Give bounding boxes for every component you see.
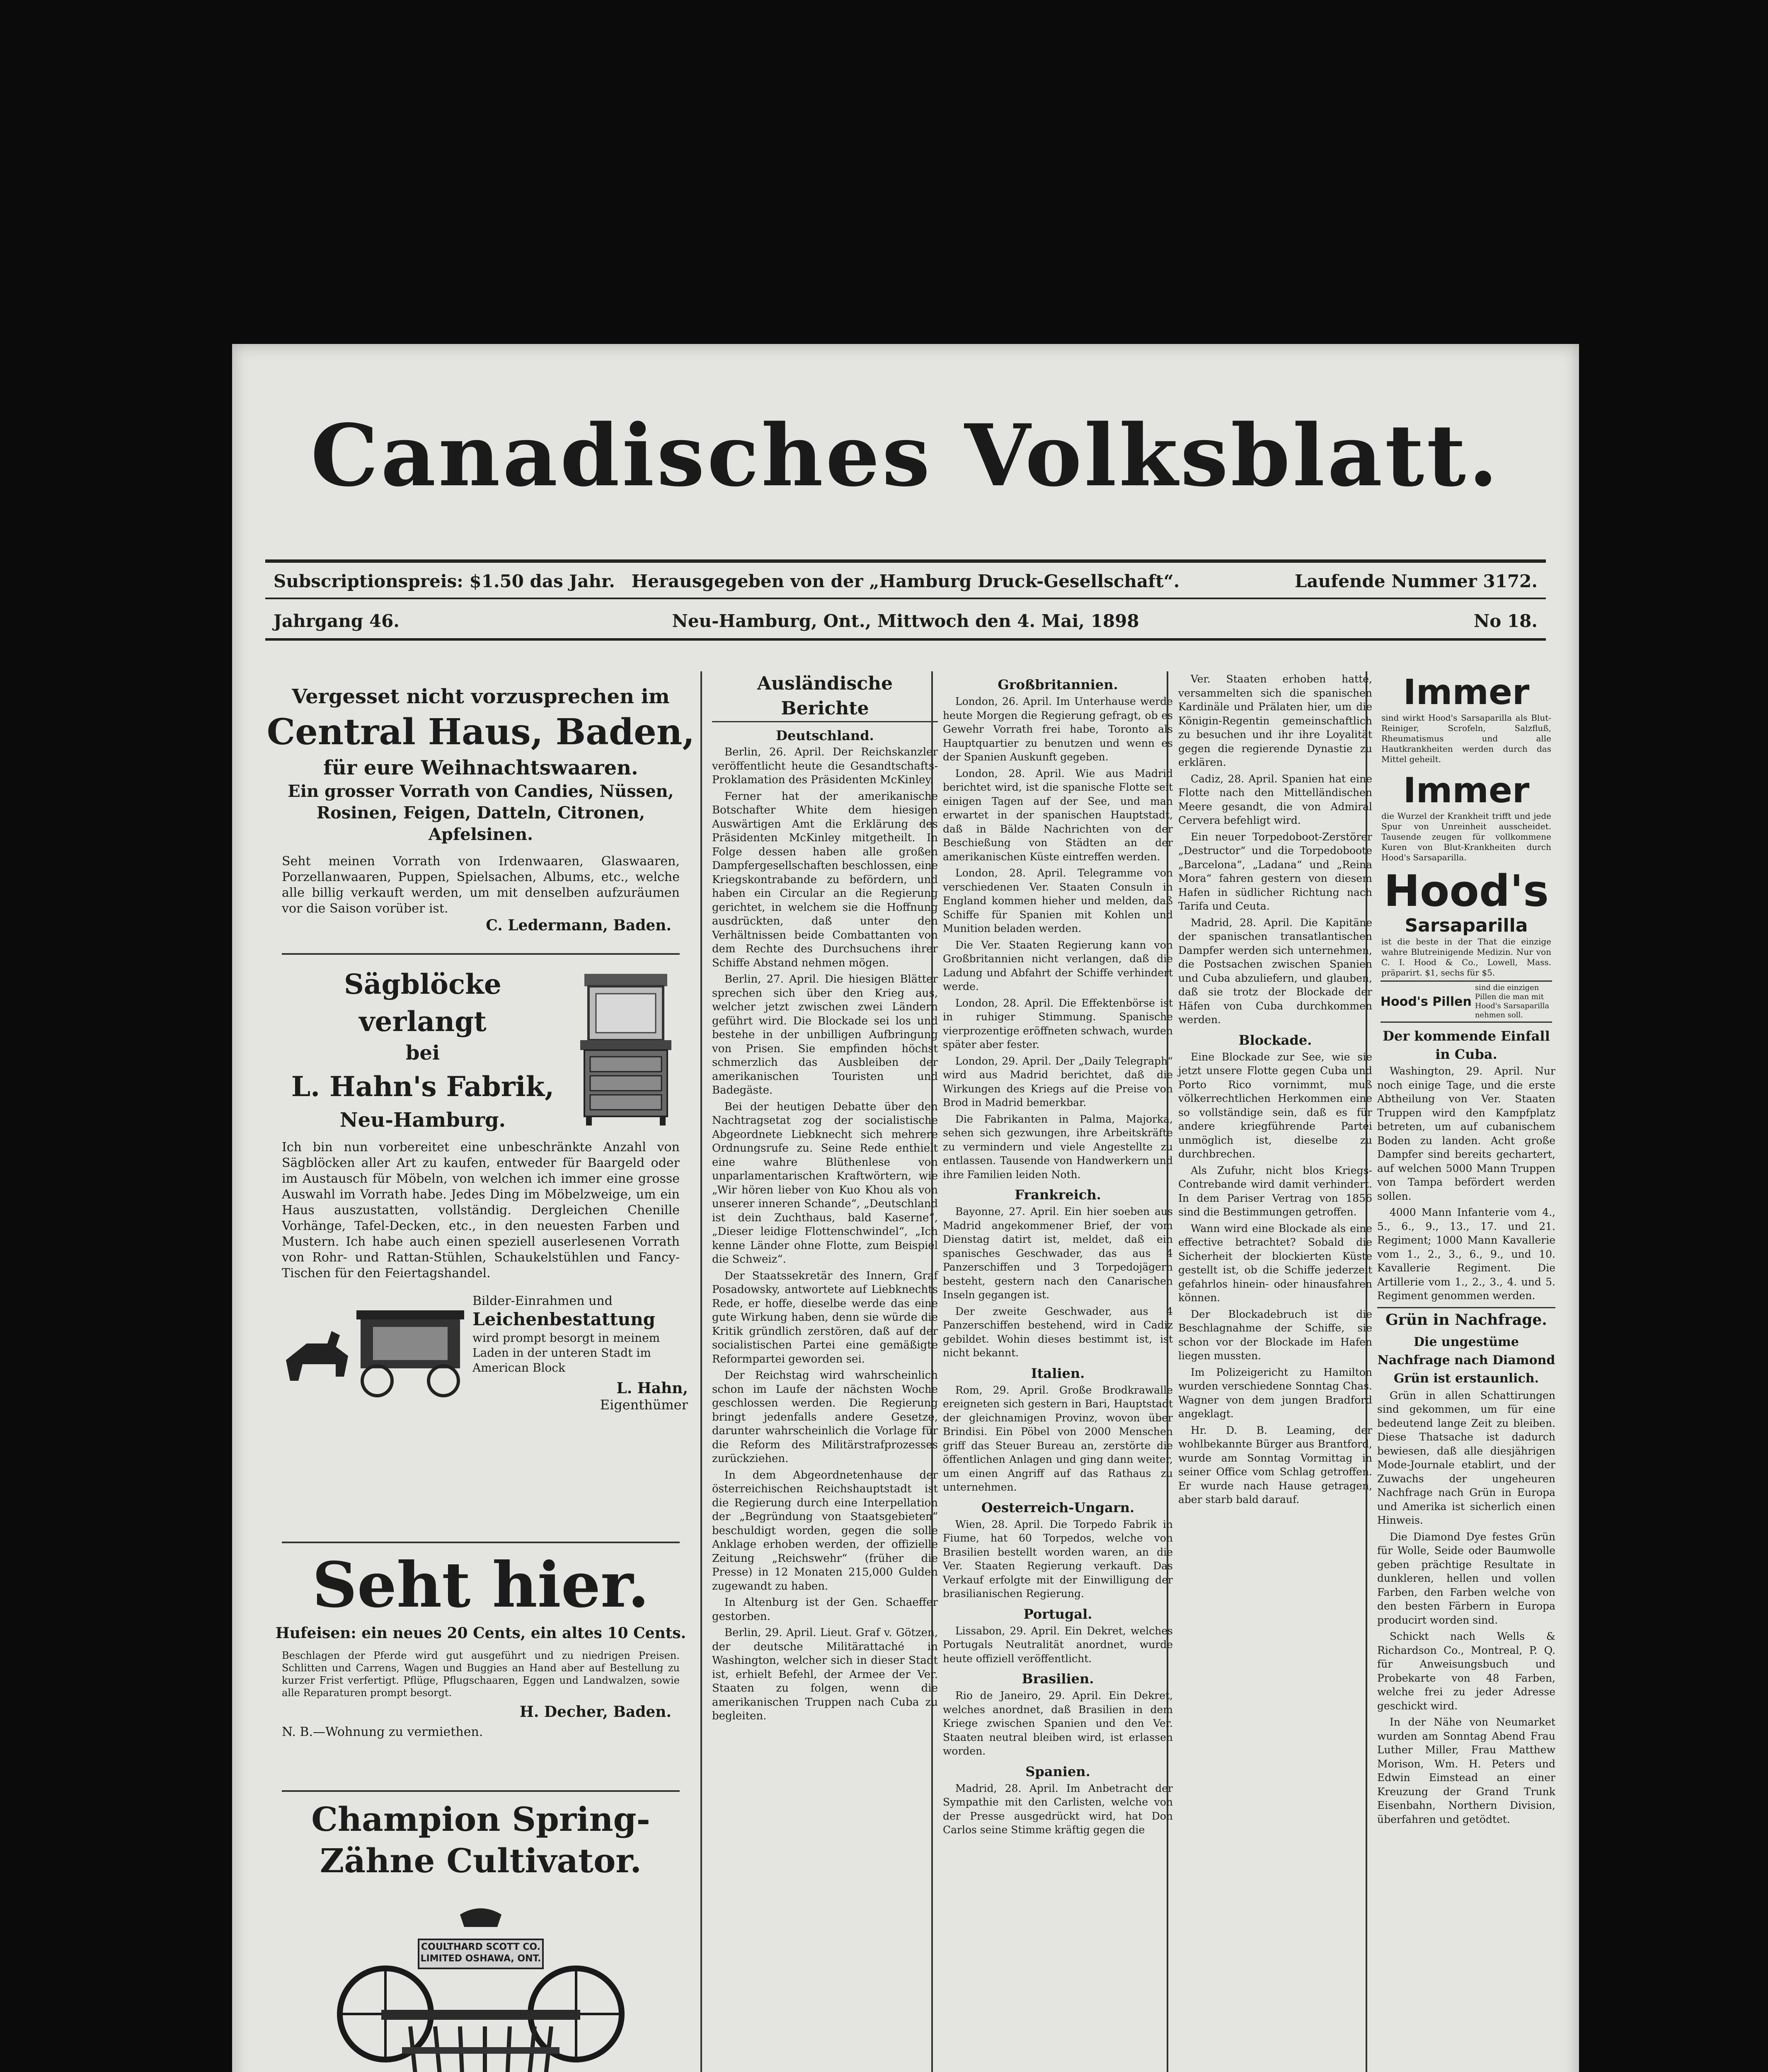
hoods-pills-box: [1380, 980, 1552, 1023]
dresser-illustration: [572, 970, 680, 1127]
decher-headline: Seht hier.: [312, 1549, 649, 1622]
news-paragraph: Der zweite Geschwader, aus 4 Panzerschiffen bestehend, wird in Cadiz gebildet. Wohin dieses bestimmt ist, ist nicht bekannt.: [943, 1305, 1173, 1359]
section-heading: Oesterreich-Ungarn.: [981, 1499, 1135, 1515]
decher-horseshoes: Hufeisen: ein neues 20 Cents, ein altes 10 Cents.: [275, 1624, 686, 1642]
news-paragraph: In Altenburg ist der Gen. Schaeffer gestorben.: [712, 1596, 938, 1623]
news-paragraph: Der Reichstag wird wahrscheinlich schon im Laufe der nächsten Woche geschlossen werden. Die Regierung bringt jedenfalls andere Gesetze, darunter wahrscheinlich die Vorlage für die Reform des Militärstrafprozesses zurückziehen.: [712, 1369, 938, 1465]
cultivator-illustration: [336, 1890, 626, 2072]
news-paragraph: Madrid, 28. April. Die Kapitäne der spanischen transatlantischen Dampfer werden sich unternehmen, die Postsachen zwischen Spanien und Cuba abzuliefern, und glauben, daß sie trotz der Blockade der Häfen von Cuba durchkommen werden.: [1178, 916, 1372, 1026]
foreign-news-column: [705, 671, 945, 2072]
news-paragraph: Cadiz, 28. April. Spanien hat eine Flotte nach den Mittelländischen Meere gesandt, die von Admiral Cervera befehligt wird.: [1178, 772, 1372, 826]
news-paragraph: Grün in allen Schattirungen sind gekommen, um für eine bedeutend lange Zeit zu bleiben. Diese Thatsache ist dadurch bewiesen, daß alle diesjährigen Mode-Journale etablirt, und der Zuwachs der ungeheuren Nachfrage nach Grün in Europa und Amerika ist sicherlich einen Hinweis.: [1377, 1389, 1555, 1526]
news-paragraph: Bei der heutigen Debatte über den Nachtragsetat zog der socialistische Abgeordnete Liebknecht sich mehrere Ordnungsrufe zu. Seine Rede enthielt eine wahre Blüthenlese von unparlamentarischen Kraftwörtern, wie „Wir hören lieber von Kuo Khou als von unserer inneren Schande“, „Deutschland ist dein Zuchthaus, bald Kaserne“, „Dieser leidige Flottenschwindel“, „Ich kenne Länder ohne Flotte, zum Beispiel die Schweiz“.: [712, 1100, 938, 1266]
news-paragraph: Schickt nach Wells & Richardson Co., Montreal, P. Q. für Anweisungsbuch und Probekarte von 48 Farben, welche frei zu jeder Adresse geschickt wird.: [1377, 1630, 1555, 1712]
hahn-place: Neu-Hamburg.: [339, 1109, 506, 1132]
publisher-line: Herausgegeben von der „Hamburg Druck-Gesellschaft“.: [631, 571, 1180, 591]
immer-heading-2: Immer: [1403, 770, 1530, 811]
news-paragraph: London, 29. April. Der „Daily Telegraph“ wird aus Madrid berichtet, daß die Wirkungen des Kriegs auf die Preise von Brod in Madrid bemerkbar.: [943, 1055, 1173, 1109]
news-paragraph: In der Nähe von Neumarket wurden am Sonntag Abend Frau Luther Miller, Frau Matthew Morison, Wm. H. Peters und Edwin Eimstead an einer Kreuzung der Grand Trunk Eisenbahn, Northern Division, überfahren und getödtet.: [1377, 1716, 1555, 1825]
central-haus-name: Central Haus, Baden,: [266, 711, 695, 753]
news-paragraph: Hr. D. B. Leaming, der wohlbekannte Bürger aus Brantford, wurde am Sonntag Vormittag in seiner Office vom Schlag getroffen. Er wurde nach Hause getragen, aber starb bald darauf.: [1178, 1424, 1372, 1506]
hearse-illustration: [278, 1298, 468, 1402]
central-haus-text: Seht meinen Vorrath von Irdenwaaren, Glaswaaren, Porzellanwaaren, Puppen, Spielsachen, Albums, etc., welche alle billig verkauft werden, um mit denselben aufzuräumen vor die Saison vorüber ist.: [282, 854, 680, 916]
immer-text-2: die Wurzel der Krankheit trifft und jede Spur von Unreinheit ausscheidet. Tausende zeugen für vollkommene Kuren von Blut-Krankheiten durch Hood's Sarsaparilla.: [1381, 811, 1551, 862]
news-paragraph: Bayonne, 27. April. Ein hier soeben aus Madrid angekommener Brief, der vom Dienstag datirt ist, meldet, daß ein spanisches Geschwader, das aus 4 Panzerschiffen und 3 Torpedojägern besteht, gestern nach den Canarischen Inseln gegangen ist.: [943, 1205, 1173, 1301]
central-haus-ad: [265, 684, 696, 934]
hahn-funeral: Leichenbestattung: [472, 1309, 656, 1329]
hahn-ad: [265, 961, 696, 1426]
news-paragraph: Lissabon, 29. April. Ein Dekret, welches Portugals Neutralität anordnet, wurde heute offiziell veröffentlicht.: [943, 1624, 1173, 1665]
news-paragraph: Der Blockadebruch ist die Beschlagnahme der Schiffe, sie schon vor der Blockade im Hafen liegen mussten.: [1178, 1308, 1372, 1362]
news-paragraph: Madrid, 28. April. Im Anbetracht der Sympathie mit den Carlisten, welche von der Presse ausgedrückt wird, hat Don Carlos seine Stimme kräftig gegen die: [943, 1782, 1173, 1836]
news-paragraph: London, 28. April. Wie aus Madrid berichtet wird, ist die spanische Flotte seit einigen Tagen auf der See, und man erwartet in der spanischen Hauptstadt, daß in Bälde Nachrichten von der Beschießung von Städten an der amerikanischen Küste eintreffen werden.: [943, 767, 1173, 863]
section-heading: Blockade.: [1238, 1032, 1312, 1048]
volume: Jahrgang 46.: [274, 611, 400, 631]
news-paragraph: Ver. Staaten erhoben hatte, versammelten sich die spanischen Kardinäle und Prälaten hier, um die Königin-Regentin gemeinschaftlich zu besuchen und ihr ihre Loyalität gegen die regierende Dynastie zu erklären.: [1178, 673, 1372, 768]
section-heading: Deutschland.: [776, 728, 874, 743]
news-paragraph: Berlin, 27. April. Die hiesigen Blätter sprechen sich über den Krieg aus, welcher jetzt zwischen zwei Ländern geführt wird. Die Blockade sei los und bestehe in der unbilligen Aufbringung von Prisen. Sie empfinden höchst schmerzlich das Ausbleiben der amerikanischen Touristen und Badegäste.: [712, 973, 938, 1097]
immer-heading-1: Immer: [1403, 672, 1530, 712]
sarsaparilla-heading: Sarsaparilla: [1405, 915, 1528, 936]
news-paragraph: 4000 Mann Infanterie vom 4., 5., 6., 9., 13., 17. und 21. Regiment; 1000 Mann Kavallerie vom 1., 2., 3., 6., 9., und 10. Kavallerie Regiment. Die Artillerie vom 1., 2., 3., 4. und 5. Regiment genommen werden.: [1377, 1206, 1555, 1302]
hahn-funeral-text: wird prompt besorgt in meinem Laden in der unteren Stadt im American Block: [472, 1331, 660, 1375]
central-haus-lines: Ein grosser Vorrath von Candies, Nüssen, Rosinen, Feigen, Datteln, Citronen, Apfelsinen.: [288, 782, 674, 844]
news-paragraph: Ferner hat der amerikanische Botschafter White dem hiesigen Auswärtigen Amt die Erklärung des Präsidenten McKinley mitgetheilt. In Folge dessen haben alle großen Dampfergesellschaften beschlossen, eine Kriegskontrabande zu befördern, und haben ein Circular an die Regierung gerichtet, in welchem sie die Hoffnung ausdrückten, daß unter den Verhältnissen beide Combattanten von dem Rechte des Durchsuchens ihrer Schiffe Abstand nehmen mögen.: [712, 790, 938, 969]
decher-ad: [265, 1550, 696, 1739]
news-paragraph: Berlin, 29. April. Lieut. Graf v. Götzen, der deutsche Militärattaché in Washington, welcher sich in dieser Stadt ist, erhielt Befehl, der Armee der Ver. Staaten zu folgen, wenn die amerikanischen Truppen nach Cuba zu begleiten.: [712, 1627, 938, 1722]
news-paragraph: Als Zufuhr, nicht blos Kriegs-Contrebande wird damit verhindert. In dem Pariser Vertrag von 1856 sind die Bestimmungen getroffen.: [1178, 1164, 1372, 1218]
news-paragraph: Washington, 29. April. Nur noch einige Tage, und die erste Abtheilung von Ver. Staaten Truppen wird den Kampfplatz betreten, um auf cubanischem Boden zu landen. Acht große Dampfer sind bereits gechartert, auf welchen 5000 Mann Truppen von Tampa befördert werden sollen.: [1377, 1065, 1555, 1202]
news-paragraph: Wien, 28. April. Die Torpedo Fabrik in Fiume, hat 60 Torpedos, welche von Brasilien bestellt worden waren, an die Ver. Staaten Regierung verkauft. Das Verkauf erfolgte mit der Einwilligung der brasilianischen Regierung.: [943, 1518, 1173, 1600]
central-haus-sub: für eure Weihnachtswaaren.: [323, 756, 638, 779]
section-heading: Spanien.: [1025, 1763, 1090, 1779]
champion-headline: Champion Spring-Zähne Cultivator.: [311, 1800, 650, 1880]
issue-number: Laufende Nummer 3172.: [1294, 571, 1538, 591]
date-rule: [265, 638, 1546, 641]
decher-text: Beschlagen der Pferde wird gut ausgeführt und zu niedrigen Preisen. Schlitten und Carrens, Wagen und Buggies an Hand aber auf Bestellung zu kurzer Frist verfertigt. Pflüge, Pflugschaaren, Eggen und Landwalzen, sowie alle Reparaturen prompt besorgt.: [282, 1650, 680, 1699]
hahn-signature: L. Hahn,: [616, 1380, 688, 1397]
hoods-pills-label: Hood's Pillen: [1380, 994, 1472, 1009]
cultivator-brand: COULTHARD SCOTT CO. LIMITED OSHAWA, ONT.: [420, 1942, 541, 1964]
news-paragraph: Rom, 29. April. Große Brodkrawalle ereigneten sich gestern in Bari, Hauptstadt der gleichnamigen Provinz, wovon über Brindisi. Ein Pöbel von 2000 Menschen griff das Steuer Bureau an, zerstörte die öffentlichen Anlagen und ging dann weiter, um einen Angriff auf das Rathaus zu unternehmen.: [943, 1384, 1173, 1493]
news-paragraph: Eine Blockade zur See, wie sie jetzt unsere Flotte gegen Cuba und Porto Rico vornimmt, muß völkerrechtlichen Herkommen eine so vollständige sein, daß es für andere kriegführende Partei unmöglich ist, dieselbe zu durchbrechen.: [1178, 1051, 1372, 1160]
decher-signature: H. Decher, Baden.: [519, 1703, 671, 1721]
info-rule: [265, 598, 1546, 599]
news-paragraph: Der Staatssekretär des Innern, Graf Posadowsky, antwortete auf Liebknechts Rede, er hoffe, dieselbe werde das eine gute Wirkung haben, denn sie würde die Kritik gründlich zerstören, daß auf der socialistischen Partei eine gemäßigte Reformpartei geworden sei.: [712, 1269, 938, 1365]
info-row-top: [265, 568, 1546, 593]
hahn-headline: Sägblöcke verlangt: [344, 968, 501, 1038]
news-column-3: [935, 671, 1180, 2072]
newspaper-page: [232, 344, 1579, 2072]
news-paragraph: Die Diamond Dye festes Grün für Wolle, Seide oder Baumwolle geben prächtige Resultate in dunkleren, hellen und vollen Farben, den Farben welche von den besten Färbern in Europa producirt worden sind.: [1377, 1530, 1555, 1626]
section-heading: Großbritannien.: [998, 677, 1118, 692]
champion-ad: [265, 1798, 696, 2072]
masthead-title: Canadisches Volksblatt.: [310, 406, 1501, 506]
hahn-signature-title: Eigenthümer: [600, 1397, 688, 1413]
news-column-4: [1171, 671, 1380, 2072]
hahn-name: L. Hahn's Fabrik,: [291, 1070, 555, 1103]
ad-divider: [282, 953, 680, 955]
news-paragraph: Ein neuer Torpedoboot-Zerstörer „Destructor“ und die Torpedoboote „Barcelona“, „Ladana“ und „Reina Mora“ fahren gestern von diesem Hafen in südlicher Richtung nach Tarifa und Ceuta.: [1178, 830, 1372, 912]
column-divider: [700, 671, 702, 2072]
news-column-5: [1370, 671, 1563, 2072]
news-paragraph: Wann wird eine Blockade als eine effective betrachtet? Sobald die Sicherheit der blockierten Küste gestellt ist, ob die Schiffe jederzeit gefahrlos hinein- oder hinausfahren können.: [1178, 1222, 1372, 1304]
ads-column: [265, 671, 696, 2072]
news-paragraph: Im Polizeigericht zu Hamilton wurden verschiedene Sonntag Chas. Wagner von dem jungen Bradford angeklagt.: [1178, 1366, 1372, 1420]
decher-nb: N. B.—Wohnung zu vermiethen.: [282, 1725, 483, 1739]
info-row-date: [265, 608, 1546, 632]
news-paragraph: Rio de Janeiro, 29. April. Ein Dekret, welches anordnet, daß Brasilien in dem Kriege zwischen Spanien und den Ver. Staaten neutral bleiben wird, ist erlassen worden.: [943, 1690, 1173, 1757]
section-heading: Frankreich.: [1015, 1187, 1101, 1203]
news-paragraph: London, 28. April. Die Effektenbörse ist in ruhiger Stimmung. Spanische vierprozentige eröffneten schwach, wurden später aber fester.: [943, 997, 1173, 1051]
number: No 18.: [1473, 611, 1538, 631]
hahn-bei: bei: [405, 1041, 440, 1065]
section-heading: Portugal.: [1023, 1606, 1092, 1622]
news-paragraph: London, 28. April. Telegramme von verschiedenen Ver. Staaten Consuln in England kommen hieher und melden, daß Schiffe für Spanien mit Kohlen und Munition beladen werden.: [943, 867, 1173, 934]
hahn-frames: Bilder-Einrahmen und: [472, 1294, 613, 1308]
column-title: Ausländische Berichte: [712, 671, 938, 722]
news-paragraph: Die Fabrikanten in Palma, Majorka, sehen sich gezwungen, ihre Arbeitskräfte zu vermindern und viele Angestellte zu entlassen. Tausende von Handwerkern und ihre Familien leiden Noth.: [943, 1113, 1173, 1181]
section-heading: Die ungestüme Nachfrage nach Diamond Grün ist erstaunlich.: [1377, 1334, 1555, 1386]
hoods-pills-text: sind die einzigen Pillen die man mit Hood's Sarsaparilla nehmen soll.: [1475, 983, 1550, 1019]
news-paragraph: Die Ver. Staaten Regierung kann von Großbritannien nicht verlangen, daß die Ladung und Abfahrt der Schiffe verhindert werde.: [943, 939, 1173, 992]
place-date: Neu-Hamburg, Ont., Mittwoch den 4. Mai, 1898: [672, 611, 1139, 631]
immer-text-1: sind wirkt Hood's Sarsaparilla als Blut-Reiniger, Scrofeln, Salzfluß, Rheumatismus und alle Hautkrankheiten werden durch das Mittel geheilt.: [1381, 713, 1551, 764]
news-paragraph: In dem Abgeordnetenhause der österreichischen Reichshauptstadt ist die Regierung durch eine Interpellation der „Begründung von Staatsgebieten“ beschuldigt worden, gegen die solle Anklage erhoben werden, der offizielle Zeitung „Reichswehr“ (früher die Presse) in 12 Monaten 215,000 Gulden zugewandt zu haben.: [712, 1469, 938, 1593]
section-heading: Italien.: [1031, 1365, 1085, 1381]
subscription-price: Subscriptionspreis: $1.50 das Jahr.: [274, 571, 615, 591]
section-heading: Der kommende Einfall in Cuba.: [1383, 1028, 1550, 1062]
ad-divider: [282, 1790, 680, 1792]
masthead-rule: [265, 559, 1546, 563]
central-haus-intro: Vergesset nicht vorzusprechen im: [292, 685, 670, 708]
news-paragraph: London, 26. April. Im Unterhause werde heute Morgen die Regierung gefragt, ob es Gewehr Vorrath frei habe, Toronto als Hauptquartier zu benutzen und wenn es der Spanien Auskunft gegeben.: [943, 695, 1173, 763]
section-heading: Brasilien.: [1022, 1671, 1094, 1687]
ad-divider: [282, 1542, 680, 1543]
news-paragraph: Berlin, 26. April. Der Reichskanzler veröffentlicht heute die Gesandtschafts-Proklamation des Präsidenten McKinley.: [712, 746, 938, 786]
hoods-text: ist die beste in der That die einzige wahre Blutreinigende Medizin. Nur von C. I. Hood & Co., Lowell, Mass. präparirt. $1, sechs für $5.: [1381, 937, 1551, 978]
central-haus-signature: C. Ledermann, Baden.: [486, 917, 671, 934]
hahn-text: Ich bin nun vorbereitet eine unbeschränkte Anzahl von Sägblöcken aller Art zu kaufen, entweder für Baargeld oder im Austausch für Möbeln, von welchen ich immer eine grosse Auswahl im Vorrath habe. Jedes Ding im Möbelzweige, um ein Haus auszustatten, vollständig. Dergleichen Chenille Vorhänge, Tafel-Decken, etc., in den neuesten Farben und Mustern. Ich habe auch einen speziell auserlesenen Vorrath von Rohr- und Rattan-Stühlen, Schaukelstühlen und Fancy-Tischen für den Feiertagshandel.: [282, 1140, 680, 1280]
section-heading: Grün in Nachfrage.: [1377, 1307, 1555, 1329]
hoods-heading: Hood's: [1383, 866, 1549, 916]
